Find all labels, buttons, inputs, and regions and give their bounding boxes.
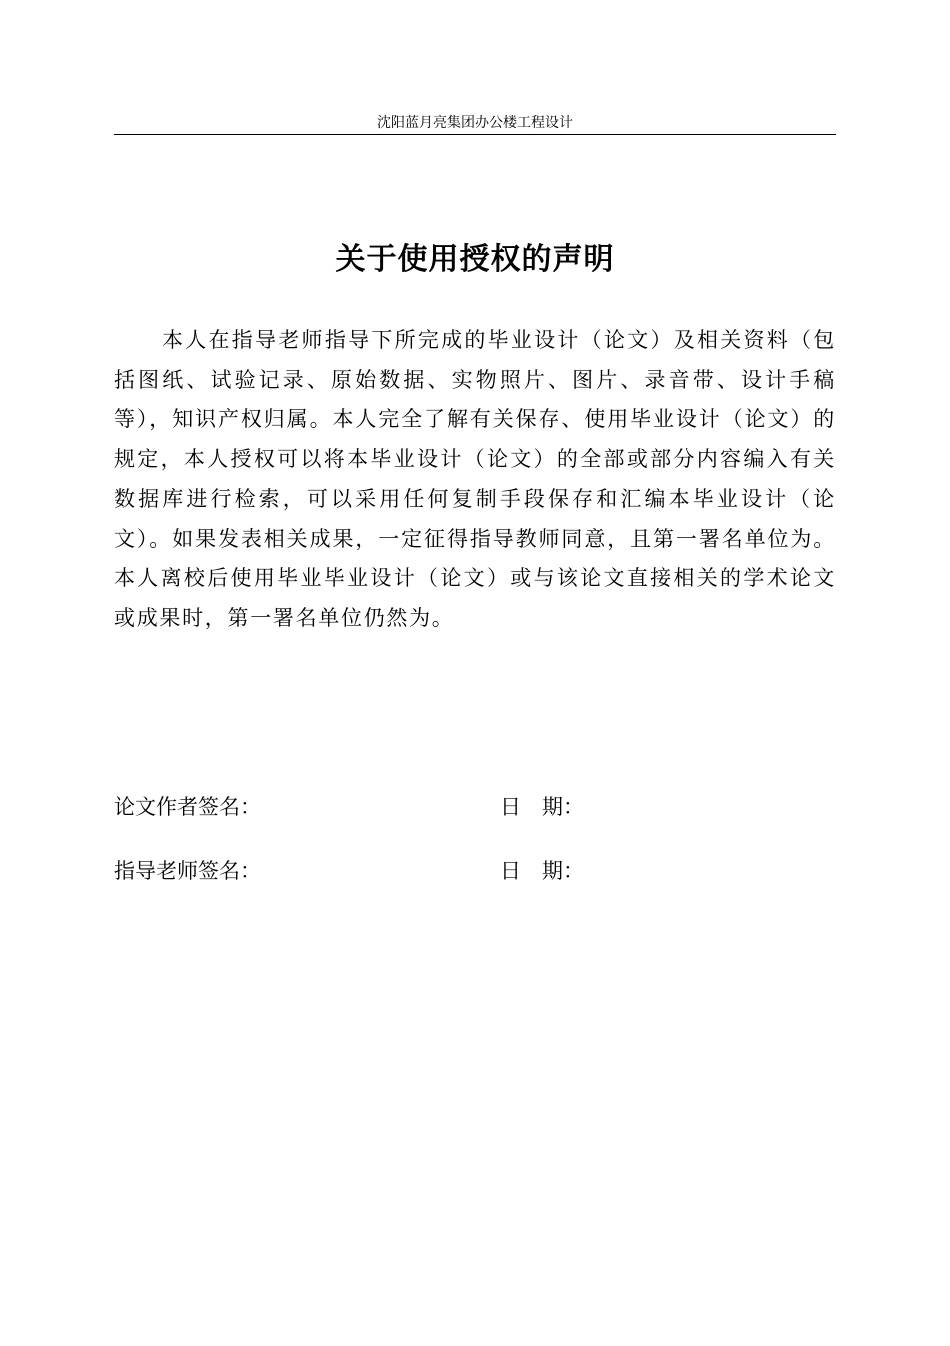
page-header	[114, 114, 836, 135]
author-date-label: 日 期：	[500, 795, 584, 819]
declaration-body: 本人在指导老师指导下所完成的毕业设计（论文）及相关资料（包括图纸、试验记录、原始数据、实物照片、图片、录音带、设计手稿等），知识产权归属。本人完全了解有关保存、使用毕业设计（论文）的规定，本人授权可以将本毕业设计（论文）的全部或部分内容编入有关数据库进行检索，可以采用任何复制手段保存和汇编本毕业设计（论文）。如果发表相关成果，一定征得指导教师同意，且第一署名单位为。本人离校后使用毕业毕业设计（论文）或与该论文直接相关的学术论文或成果时，第一署名单位仍然为。	[114, 328, 836, 630]
advisor-signature-row	[114, 856, 836, 886]
author-signature-label: 论文作者签名：	[114, 795, 261, 819]
advisor-date-label: 日 期：	[500, 859, 584, 883]
advisor-signature-label: 指导老师签名：	[114, 859, 261, 883]
running-title: 沈阳蓝月亮集团办公楼工程设计	[377, 115, 573, 131]
document-title: 关于使用授权的声明	[335, 242, 615, 277]
author-signature-row	[114, 792, 836, 822]
